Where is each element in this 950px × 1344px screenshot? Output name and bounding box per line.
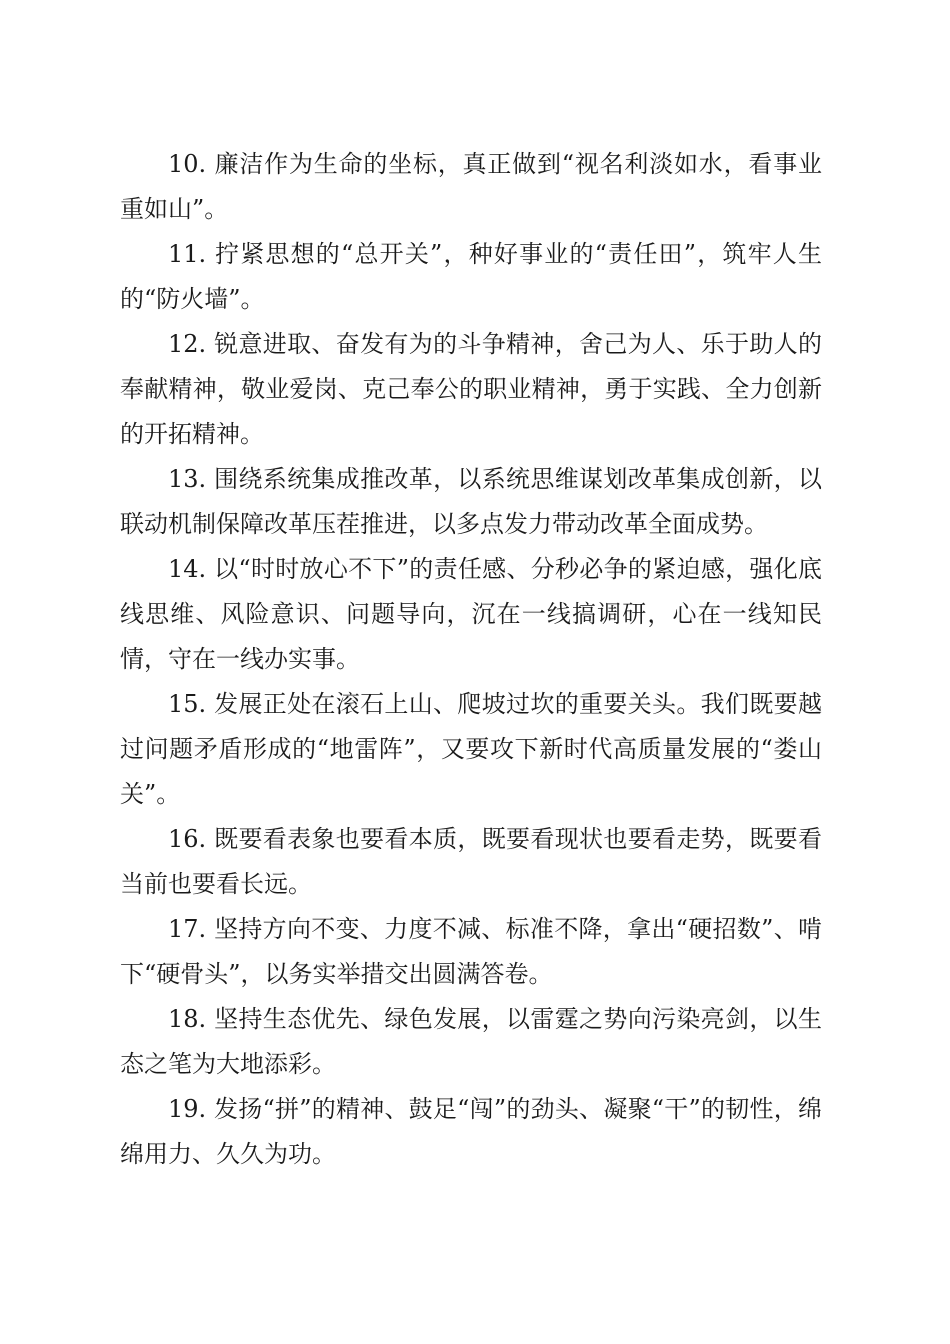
list-item: 18. 坚持生态优先、绿色发展，以雷霆之势向污染亮剑，以生态之笔为大地添彩。	[120, 1005, 822, 1078]
list-item: 14. 以“时时放心不下”的责任感、分秒必争的紧迫感，强化底线思维、风险意识、问题导向，沉在一线搞调研，心在一线知民情，守在一线办实事。	[120, 555, 822, 673]
list-item: 10. 廉洁作为生命的坐标，真正做到“视名利淡如水，看事业重如山”。	[120, 150, 822, 223]
list-item: 16. 既要看表象也要看本质，既要看现状也要看走势，既要看当前也要看长远。	[120, 825, 822, 898]
list-item: 11. 拧紧思想的“总开关”，种好事业的“责任田”，筑牢人生的“防火墙”。	[120, 240, 822, 313]
list-item: 19. 发扬“拼”的精神、鼓足“闯”的劲头、凝聚“干”的韧性，绵绵用力、久久为功。	[120, 1095, 822, 1168]
list-item: 13. 围绕系统集成推改革，以系统思维谋划改革集成创新，以联动机制保障改革压茬推进，以多点发力带动改革全面成势。	[120, 465, 822, 538]
document-page	[120, 142, 822, 1177]
list-item: 12. 锐意进取、奋发有为的斗争精神，舍己为人、乐于助人的奉献精神，敬业爱岗、克己奉公的职业精神，勇于实践、全力创新的开拓精神。	[120, 330, 822, 448]
list-item: 15. 发展正处在滚石上山、爬坡过坎的重要关头。我们既要越过问题矛盾形成的“地雷阵”，又要攻下新时代高质量发展的“娄山关”。	[120, 690, 822, 808]
list-item: 17. 坚持方向不变、力度不减、标准不降，拿出“硬招数”、啃下“硬骨头”，以务实举措交出圆满答卷。	[120, 915, 822, 988]
